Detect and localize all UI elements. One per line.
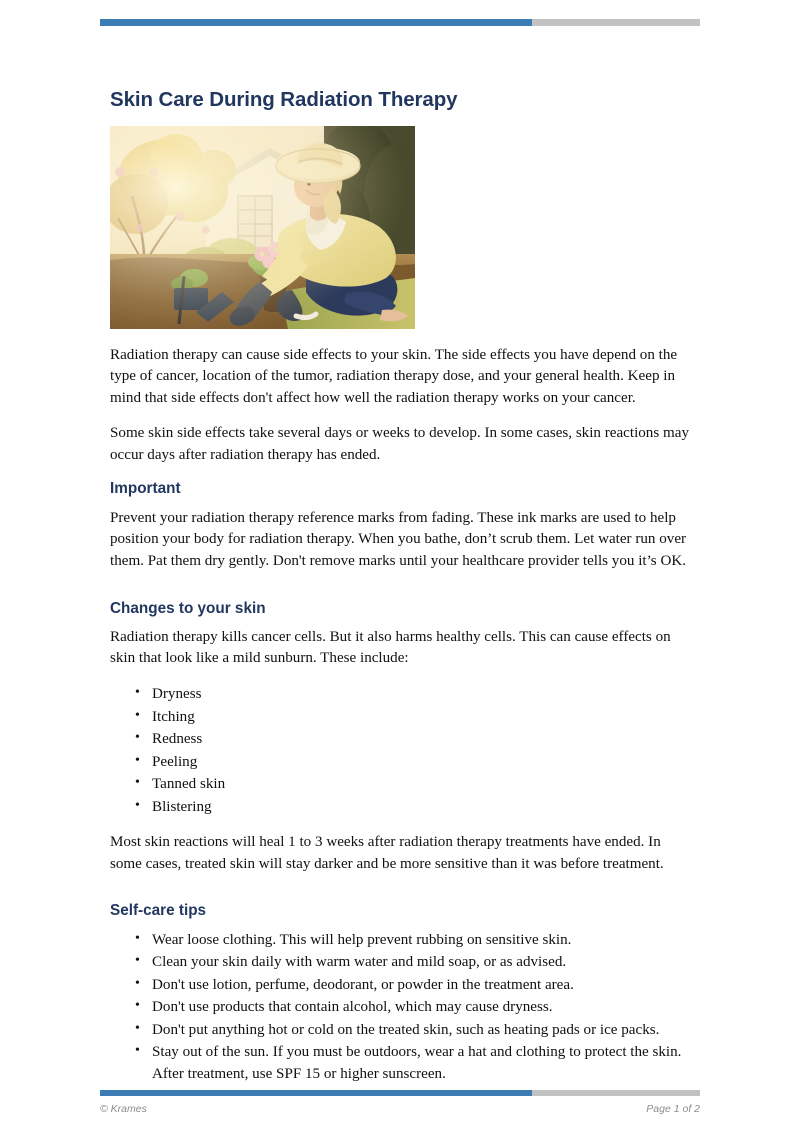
list-item: • Redness [152,729,696,751]
footer-rule-blue-segment [100,1090,532,1096]
section-heading-important: Important [110,480,181,498]
list-item: • Clean your skin daily with warm water and mild soap, or as advised. [152,952,696,974]
section-heading-self-care-tips: Self-care tips [110,902,207,920]
section-paragraph-changes-to-your-skin: Radiation therapy kills cancer cells. But it also harms healthy cells. This can cause effects on skin that look like a mild sunburn. These include: [110,628,671,667]
self-care-tips-list [110,930,696,1086]
list-item: • Tanned skin [152,774,696,796]
footer-row [100,1103,700,1115]
section-closing-paragraph-changes-to-your-skin: Most skin reactions will heal 1 to 3 weeks after radiation therapy treatments have ended. In some cases, treated skin will stay darker and be more sensitive than it was before treatment. [110,834,664,872]
footer-rule-grey-segment [532,1090,700,1096]
list-item: • Peeling [152,752,696,774]
intro-paragraph-1: Radiation therapy can cause side effects to your skin. The side effects you have depend on the type of cancer, location of the tumor, radiation therapy dose, and your general health. Keep in mind that side effects don't affect how well the radiation therapy works on your cancer. [110,346,678,406]
list-item: • Wear loose clothing. This will help prevent rubbing on sensitive skin. [152,930,696,952]
header-rule [100,19,700,26]
header-rule-blue-segment [100,19,532,26]
footer-rule [100,1090,700,1096]
list-item: • Don't put anything hot or cold on the treated skin, such as heating pads or ice packs. [152,1020,696,1042]
changes-to-your-skin-list [110,684,696,818]
list-item: • Dryness [152,684,696,706]
page-footer [100,1090,700,1115]
list-item: • Blistering [152,797,696,819]
intro-paragraph-2: Some skin side effects take several days or weeks to develop. In some cases, skin reactions may occur days after radiation therapy has ended. [110,425,689,463]
page-title: Skin Care During Radiation Therapy [110,88,458,111]
list-item: • Stay out of the sun. If you must be outdoors, wear a hat and clothing to protect the skin. After treatment, use SPF 15 or higher sunscreen. [152,1042,696,1085]
list-item: • Don't use products that contain alcohol, which may cause dryness. [152,997,696,1019]
section-heading-changes-to-your-skin: Changes to your skin [110,599,266,617]
footer-page-number: Page 1 of 2 [646,1103,700,1115]
section-paragraph-important: Prevent your radiation therapy reference marks from fading. These ink marks are used to help position your body for radiation therapy. When you bathe, don’t scrub them. Let water run over them. Pat them dry gently. Don't remove marks until your healthcare provider tells you it’s OK. [110,509,687,569]
hero-image [110,126,415,329]
header-rule-grey-segment [532,19,700,26]
footer-copyright: © Krames [100,1103,147,1115]
list-item: • Don't use lotion, perfume, deodorant, or powder in the treatment area. [152,975,696,997]
document-content [110,88,696,1099]
list-item: • Itching [152,707,696,729]
